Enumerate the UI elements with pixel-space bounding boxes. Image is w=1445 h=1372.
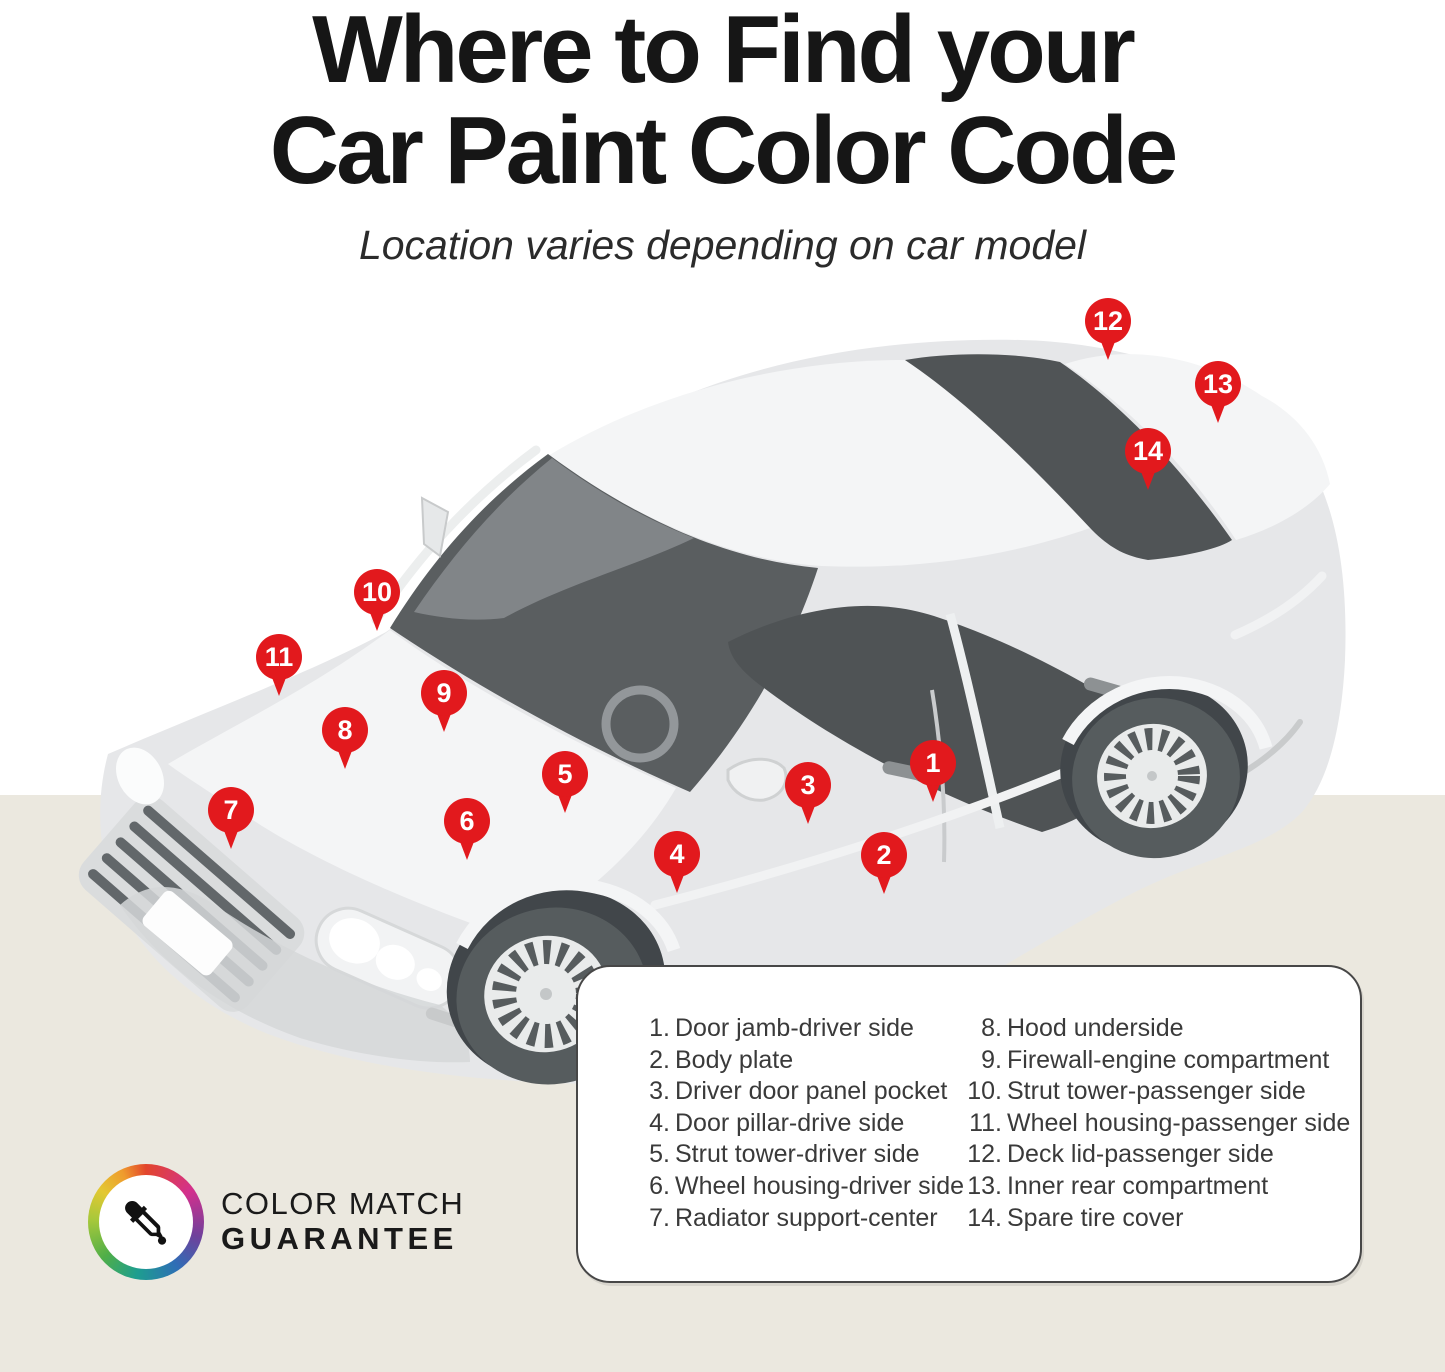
legend-item-number: 14. <box>967 1203 1002 1232</box>
marker-number: 12 <box>1085 298 1131 344</box>
marker-pin-7 <box>208 787 254 851</box>
marker-pin-5 <box>542 751 588 815</box>
marker-pin-3 <box>785 762 831 826</box>
marker-number: 9 <box>421 670 467 716</box>
legend-panel <box>576 965 1362 1283</box>
marker-number: 5 <box>542 751 588 797</box>
legend-item-number: 11. <box>969 1108 1002 1137</box>
eyedropper-icon <box>120 1196 172 1248</box>
legend-item-number: 9. <box>981 1045 1002 1074</box>
legend-item-number: 3. <box>649 1077 670 1106</box>
legend-item-label: Body plate <box>675 1045 794 1074</box>
marker-number: 13 <box>1195 361 1241 407</box>
marker-number: 1 <box>910 740 956 786</box>
legend-column-right <box>960 1013 1350 1234</box>
legend-item-10 <box>960 1076 1350 1108</box>
color-wheel-inner <box>99 1175 193 1269</box>
legend-item-number: 10. <box>967 1077 1002 1106</box>
legend-item-3 <box>640 1076 964 1108</box>
legend-item-2 <box>640 1045 964 1077</box>
legend-item-11 <box>960 1108 1350 1140</box>
legend-item-label: Hood underside <box>1007 1014 1184 1042</box>
legend-item-label: Strut tower-passenger side <box>1007 1077 1306 1106</box>
marker-number: 8 <box>322 707 368 753</box>
legend-item-label: Deck lid-passenger side <box>1007 1140 1274 1169</box>
legend-item-14 <box>960 1203 1350 1235</box>
marker-pin-10 <box>354 569 400 633</box>
marker-number: 14 <box>1125 428 1171 474</box>
badge-title: COLOR MATCH <box>221 1186 465 1222</box>
marker-pin-2 <box>861 832 907 896</box>
marker-number: 3 <box>785 762 831 808</box>
legend-item-label: Wheel housing-passenger side <box>1007 1108 1351 1137</box>
legend-item-label: Driver door panel pocket <box>675 1077 948 1106</box>
legend-item-label: Wheel housing-driver side <box>675 1171 965 1200</box>
color-match-badge <box>88 1164 464 1280</box>
marker-pin-6 <box>444 798 490 862</box>
legend-item-number: 8. <box>981 1014 1002 1042</box>
legend-item-6 <box>640 1171 964 1203</box>
color-wheel-ring <box>88 1164 204 1280</box>
legend-item-4 <box>640 1108 964 1140</box>
marker-number: 11 <box>256 634 302 680</box>
legend-item-number: 4. <box>649 1108 670 1137</box>
badge-subtitle: GUARANTEE <box>221 1221 458 1256</box>
page-title-line1: Where to Find your <box>312 0 1133 103</box>
legend-item-number: 7. <box>649 1203 670 1232</box>
marker-pin-9 <box>421 670 467 734</box>
page-title-line2: Car Paint Color Code <box>269 96 1176 204</box>
legend-item-label: Radiator support-center <box>675 1203 938 1232</box>
legend-item-5 <box>640 1139 964 1171</box>
legend-item-13 <box>960 1171 1350 1203</box>
legend-item-9 <box>960 1045 1350 1077</box>
legend-item-label: Door pillar-drive side <box>675 1108 905 1137</box>
marker-number: 6 <box>444 798 490 844</box>
page-subtitle: Location varies depending on car model <box>358 222 1087 268</box>
legend-item-label: Inner rear compartment <box>1007 1171 1269 1200</box>
legend-item-1 <box>640 1013 964 1045</box>
legend-item-label: Firewall-engine compartment <box>1007 1045 1330 1074</box>
marker-pin-8 <box>322 707 368 771</box>
badge-text <box>221 1187 464 1256</box>
legend-item-label: Door jamb-driver side <box>675 1014 914 1042</box>
legend-item-number: 2. <box>649 1045 670 1074</box>
legend-item-number: 5. <box>649 1140 670 1169</box>
legend-item-label: Spare tire cover <box>1007 1203 1184 1232</box>
legend-column-left <box>640 1013 964 1234</box>
marker-pin-4 <box>654 831 700 895</box>
legend-item-number: 13. <box>967 1171 1002 1200</box>
legend-item-number: 1. <box>649 1014 670 1042</box>
legend-item-number: 12. <box>967 1140 1002 1169</box>
marker-pin-11 <box>256 634 302 698</box>
marker-pin-1 <box>910 740 956 804</box>
legend-item-8 <box>960 1013 1350 1045</box>
marker-number: 2 <box>861 832 907 878</box>
legend-item-label: Strut tower-driver side <box>675 1140 920 1169</box>
marker-pin-12 <box>1085 298 1131 362</box>
legend-item-number: 6. <box>649 1171 670 1200</box>
marker-number: 10 <box>354 569 400 615</box>
marker-number: 4 <box>654 831 700 877</box>
legend-item-7 <box>640 1203 964 1235</box>
marker-pin-13 <box>1195 361 1241 425</box>
legend-item-12 <box>960 1139 1350 1171</box>
marker-number: 7 <box>208 787 254 833</box>
marker-pin-14 <box>1125 428 1171 492</box>
